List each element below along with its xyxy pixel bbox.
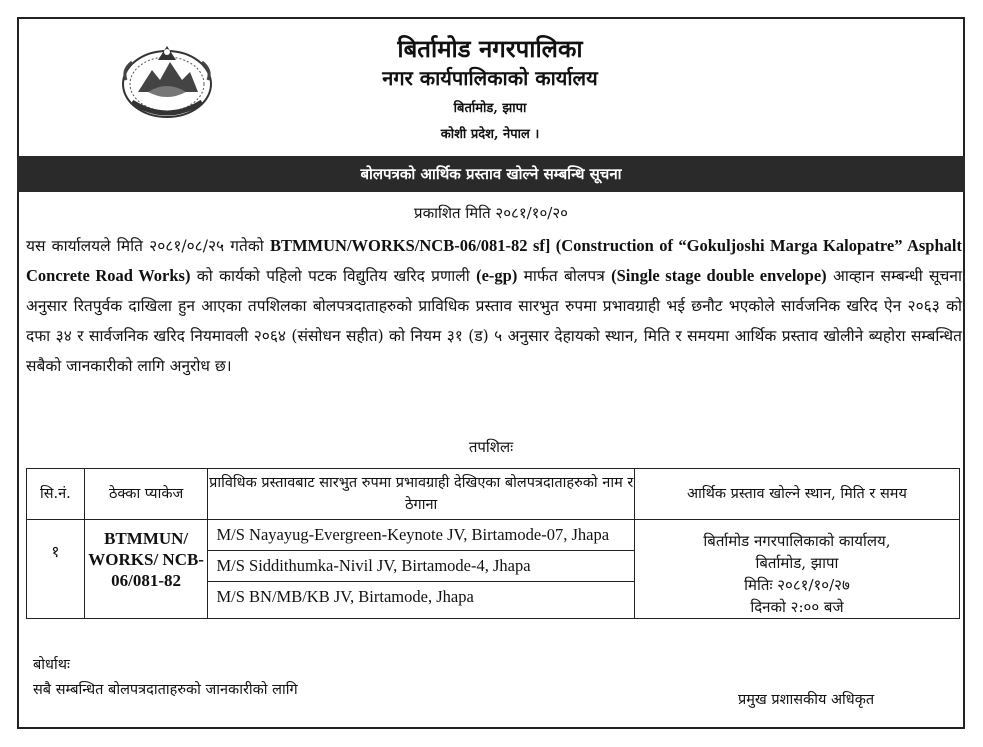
bidder-item: M/S Siddithumka-Nivil JV, Birtamode-4, Jhapa xyxy=(208,551,633,582)
opening-time: दिनको २:०० बजे xyxy=(750,598,844,616)
bidder-item: M/S BN/MB/KB JV, Birtamode, Jhapa xyxy=(216,587,474,606)
published-date: प्रकाशित मिति २०८१/१०/२० xyxy=(414,204,568,222)
office-subtitle: नगर कार्यपालिकाको कार्यालय xyxy=(382,66,598,90)
notice-text-1: यस कार्यालयले मिति २०८१/०८/२५ गतेको xyxy=(26,237,270,255)
government-emblem-icon xyxy=(118,40,216,120)
header-opening: आर्थिक प्रस्ताव खोल्ने स्थान, मिति र समय xyxy=(634,469,959,520)
notice-text-2: को कार्यको पहिलो पटक विद्युतिय खरिद प्रणाली xyxy=(190,267,477,285)
bodhartha-label: बोर्धाथः xyxy=(33,657,70,673)
notice-text-4: आव्हान सम्बन्धी सूचना अनुसार रितपुर्वक दाखिला हुन आएका तपशिलका बोलपत्रदाताहरुको प्राविधिक प्रस्ताव सारभुत रुपमा प्रभावग्राही भई छनौट भएकोले सार्वजनिक खरिद ऐन २०६३ को दफा ३४ र सार्वजनिक खरिद नियमावली २०६४ (संसोधन सहीत) को नियम ३१ (ड) ५ अनुसार देहायको स्थान, मिति र समयमा आर्थिक प्रस्ताव खोलीने ब्यहोरा सम्बन्धित सबैको जानकारीको लागि अनुरोध छ। xyxy=(26,267,962,375)
office-name: बिर्तामोड नगरपालिका xyxy=(397,34,583,63)
bid-opening-table xyxy=(26,468,960,619)
header-bidders: प्राविधिक प्रस्तावबाट सारभुत रुपमा प्रभावग्राही देखिएका बोलपत्रदाताहरुको नाम र ठेगाना xyxy=(208,469,634,520)
opening-date: मितिः २०८१/१०/२७ xyxy=(744,576,850,594)
row-package: BTMMUN/ WORKS/ NCB- 06/081-82 xyxy=(84,520,208,619)
table-row xyxy=(27,520,960,619)
notice-text-3: मार्फत बोलपत्र xyxy=(517,267,612,285)
row-bidders xyxy=(208,520,634,619)
office-province: कोशी प्रदेश, नेपाल । xyxy=(440,127,540,142)
details-heading: तपशिलः xyxy=(468,438,514,456)
row-sn: १ xyxy=(27,520,85,619)
opening-address: बिर्तामोड, झापा xyxy=(755,554,839,572)
contract-reference: BTMMUN/WORKS/NCB-06/081-82 sf] (Construction of “Gokuljoshi Marga Kalopatre” Asphalt Concrete Road Works) xyxy=(26,236,962,285)
envelope-type: (Single stage double envelope) xyxy=(611,266,827,285)
table-header-row xyxy=(27,469,960,520)
header-sn: सि.नं. xyxy=(27,469,85,520)
office-location: बिर्तामोड, झापा xyxy=(453,101,527,116)
notice-body xyxy=(26,231,962,381)
notice-title-banner: बोलपत्रको आर्थिक प्रस्ताव खोल्ने सम्बन्धि सूचना xyxy=(17,156,965,192)
bidder-item: M/S Nayayug-Evergreen-Keynote JV, Birtamode-07, Jhapa xyxy=(208,520,633,551)
egp-label: (e-gp) xyxy=(476,266,518,285)
all-related-note: सबै सम्बन्धित बोलपत्रदाताहरुको जानकारीको लागि xyxy=(33,682,298,698)
row-opening xyxy=(634,520,959,619)
opening-place: बिर्तामोड नगरपालिकाको कार्यालय, xyxy=(703,532,891,550)
signatory-title: प्रमुख प्रशासकीय अधिकृत xyxy=(738,692,875,708)
header-package: ठेक्का प्याकेज xyxy=(84,469,208,520)
